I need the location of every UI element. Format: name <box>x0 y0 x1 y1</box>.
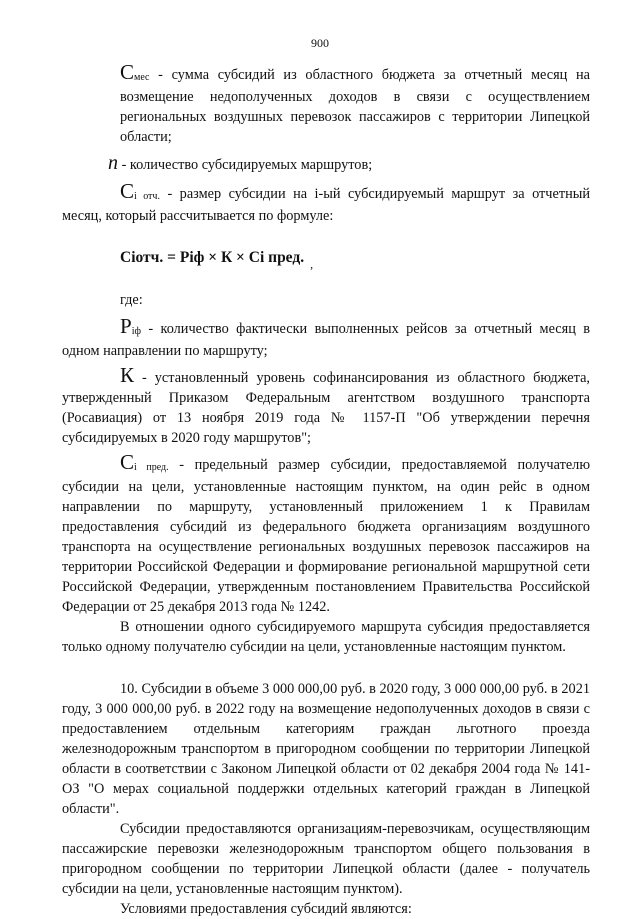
symbol-c-otch: $С_{i отч.}$ <box>120 179 160 203</box>
paragraph-n <box>62 153 590 175</box>
symbol-k: К <box>120 363 135 387</box>
symbol-n: n <box>108 152 118 174</box>
page-number: 900 <box>311 36 329 50</box>
symbol-r: $Р_{iф}$ <box>120 314 141 338</box>
document-body <box>62 62 590 919</box>
definition-c-pred: - предельный размер субсидии, предоставляемой получателю субсидии на цели, установленные настоящим пунктом, на один рейс в одном направлении по маршруту, установленный приложением 1 к Правилам предоставления субсидий из федерального бюджета организациям воздушного транспорта на осуществление региональных воздушных перевозок пассажиров на территории Российской Федерации и формирование региональной маршрутной сети Российской Федерации, утвержденным постановлением Правительства Российской Федерации от 25 декабря 2013 года № 1242. <box>62 457 590 615</box>
definition-n: - количество субсидируемых маршрутов; <box>118 157 373 173</box>
formula: Сiотч. = Рiф × К × Сi пред. $_,$ <box>120 249 314 271</box>
paragraph-item-10: 10. Субсидии в объеме 3 000 000,00 руб. в 2020 году, 3 000 000,00 руб. в 2021 году, 3 000 000,00 руб. в 2022 году на возмещение недополученных доходов в связи с предоставлением отдельным категориям граждан льготного проезда железнодорожным транспортом в пригородном сообщении по территории Липецкой области в соответствии с Законом Липецкой области от 02 декабря 2004 года № 141-ОЗ "О мерах социальной поддержки отдельных категорий граждан в Липецкой области". <box>62 681 590 817</box>
paragraph-one-route: В отношении одного субсидируемого маршрута субсидия предоставляется только одному получателю субсидии на цели, установленные настоящим пунктом. <box>62 619 590 655</box>
paragraph-c-pred <box>62 452 590 617</box>
definition-c-mes: - сумма субсидий из областного бюджета за отчетный месяц на возмещение недополученных доходов в связи с осуществлением региональных воздушных перевозок пассажиров с территории Липецкой области; <box>120 67 590 145</box>
paragraph-subsidies-provided: Субсидии предоставляются организациям-перевозчикам, осуществляющим пассажирские перевозки железнодорожным транспортом общего пользования в пригородном сообщении по территории Липецкой области (далее - получатель субсидии на цели, установленные настоящим пунктом). <box>62 821 590 897</box>
paragraph-c-otch <box>62 181 590 226</box>
paragraph-r <box>62 316 590 361</box>
definition-r: - количество фактически выполненных рейсов за отчетный месяц в одном направлении по маршруту; <box>62 321 590 359</box>
definition-c-otch: - размер субсидии на i-ый субсидируемый маршрут за отчетный месяц, который рассчитывается по формуле: <box>62 186 590 224</box>
symbol-c-mes: $С_{мес}$ <box>120 60 150 84</box>
paragraph-c-mes <box>120 62 590 147</box>
definition-k: - установленный уровень софинансирования из областного бюджета, утвержденный Приказом Федеральным агентством воздушного транспорта (Росавиация) от 13 ноября 2019 года № 1157-П "Об утверждении перечня субсидируемых в 2020 году маршрутов"; <box>62 370 590 446</box>
where-label: где: <box>120 292 143 308</box>
paragraph-k <box>62 365 590 448</box>
symbol-c-pred: $С_{i пред.}$ <box>120 450 169 474</box>
paragraph-conditions: Условиями предоставления субсидий являются: <box>120 901 412 917</box>
